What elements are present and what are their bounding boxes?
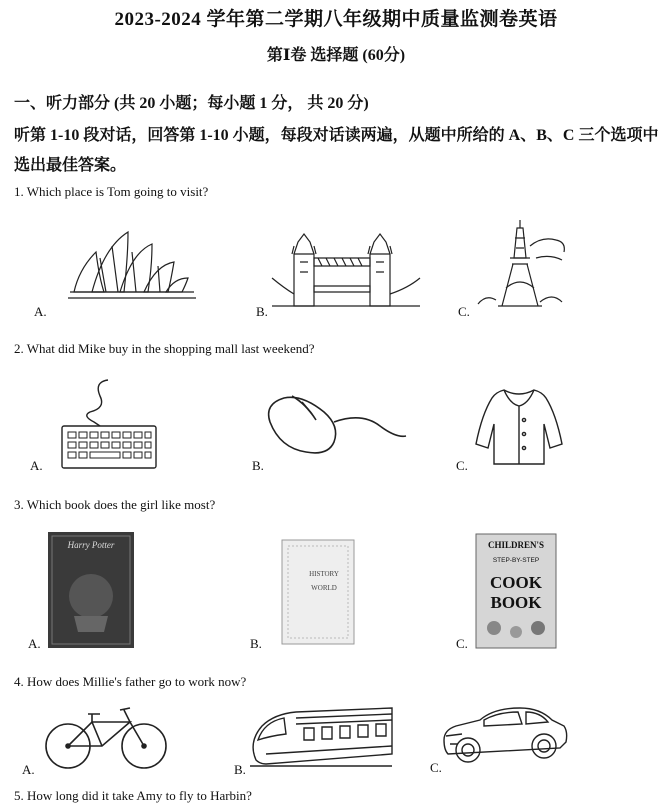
q2-option-c-label: C. <box>456 458 468 473</box>
q3-option-b-label: B. <box>250 636 262 651</box>
question-2-text: 2. What did Mike buy in the shopping mall last weekend? <box>14 341 315 356</box>
exam-title: 2023-2024 学年第二学期八年级期中质量监测卷英语 <box>114 9 558 30</box>
book-b-line-2: WORLD <box>311 584 337 592</box>
question-1-text: 1. Which place is Tom going to visit? <box>14 184 209 199</box>
car-icon[interactable] <box>440 702 570 770</box>
eiffel-tower-icon[interactable] <box>470 218 570 314</box>
section-heading: 一、听力部分 (共 20 小题；每小题 1 分， 共 20 分) <box>14 95 369 112</box>
q2-option-a-label: A. <box>30 458 43 473</box>
section-instruction: 听第 1-10 段对话，回答第 1-10 小题，每段对话读两遍，从题中所给的 A、B、C 三个选项中选出最佳答案。 <box>14 127 659 174</box>
q4-option-b-label: B. <box>234 762 246 777</box>
q4-option-c-label: C. <box>430 760 442 775</box>
tower-bridge-icon[interactable] <box>272 228 420 314</box>
question-4-text: 4. How does Millie's father go to work now? <box>14 674 247 689</box>
history-book-icon[interactable] <box>282 540 354 644</box>
keyboard-icon[interactable] <box>60 378 160 470</box>
q2-option-b-label: B. <box>252 458 264 473</box>
train-icon[interactable] <box>246 706 396 770</box>
coat-icon[interactable] <box>474 384 564 468</box>
question-3-text: 3. Which book does the girl like most? <box>14 497 216 512</box>
sydney-opera-house-icon[interactable] <box>66 222 198 304</box>
book-c-line-4: BOOK <box>490 593 542 612</box>
q3-option-a-label: A. <box>28 636 41 651</box>
q4-option-a-label: A. <box>22 762 35 777</box>
question-5-text: 5. How long did it take Amy to fly to Harbin? <box>14 788 252 803</box>
q1-option-c-label: C. <box>458 304 470 319</box>
harry-potter-book-icon[interactable] <box>48 532 134 648</box>
book-c-line-1: CHILDREN'S <box>487 540 545 550</box>
book-c-line-3: COOK <box>490 573 542 592</box>
cook-book-icon[interactable] <box>476 534 556 648</box>
book-c-line-2: STEP-BY-STEP <box>492 557 540 564</box>
book-a-title: Harry Potter <box>67 540 115 550</box>
bicycle-icon[interactable] <box>44 702 170 772</box>
q1-option-a-label: A. <box>34 304 47 319</box>
book-b-line-1: HISTORY <box>309 570 339 578</box>
exam-subtitle: 第Ⅰ卷 选择题 (60分) <box>266 47 406 64</box>
q3-option-c-label: C. <box>456 636 468 651</box>
q1-option-b-label: B. <box>256 304 268 319</box>
mouse-icon[interactable] <box>262 392 408 458</box>
